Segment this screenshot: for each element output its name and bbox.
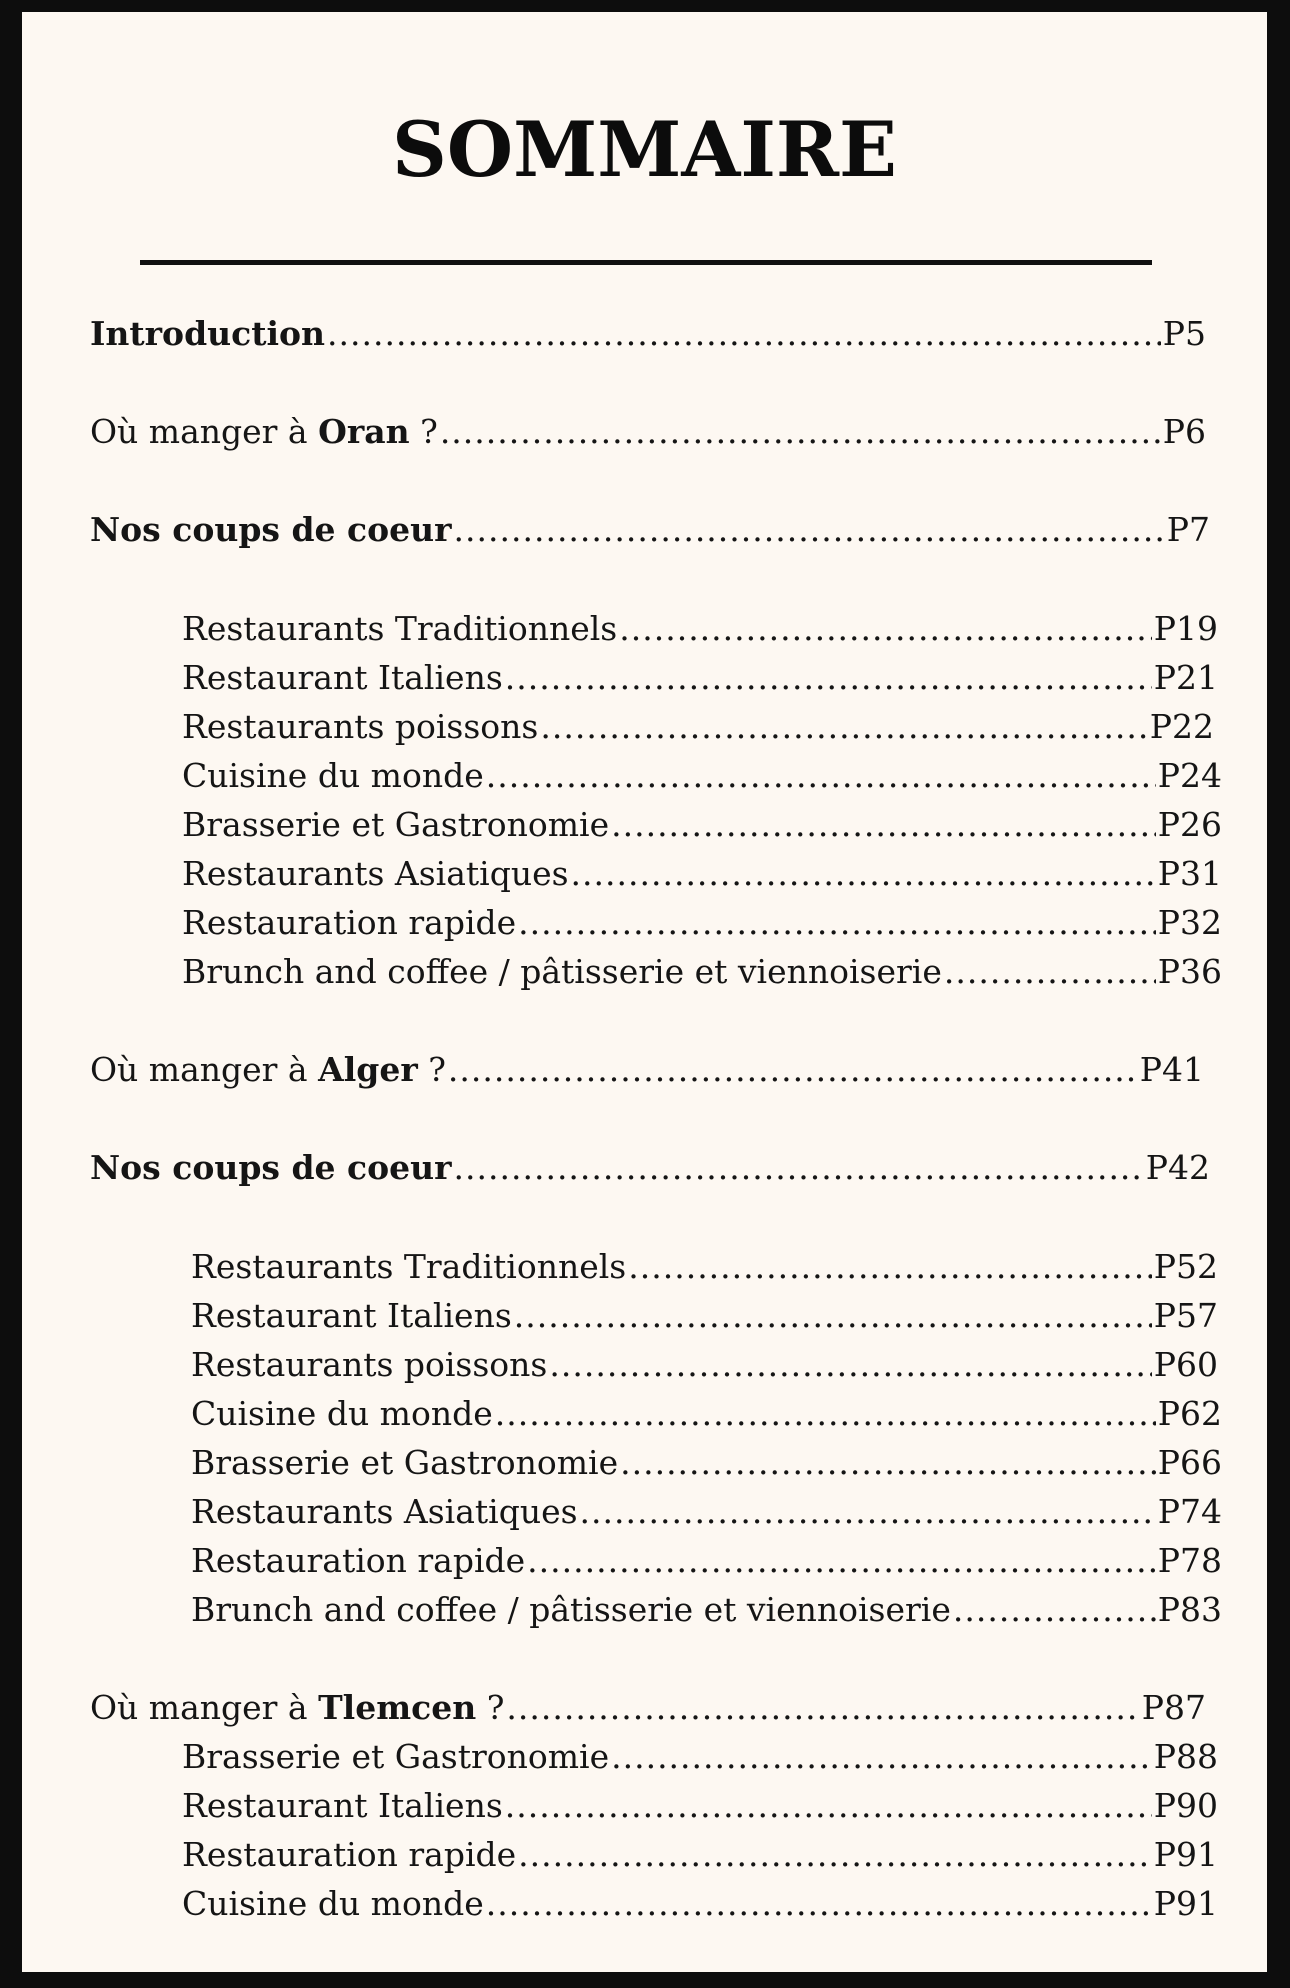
toc-subentry[interactable]: Cuisine du monde ..... P62: [191, 1392, 1222, 1436]
page-number: P5: [1162, 314, 1206, 353]
leader-dots: [454, 1146, 1144, 1190]
page-title: SOMMAIRE: [392, 105, 897, 194]
toc-subentry[interactable]: Restauration rapide ..... P32: [182, 901, 1222, 945]
leader-dots: [944, 950, 1156, 994]
page-number: P91: [1153, 1835, 1218, 1874]
leader-dots: [505, 1784, 1152, 1828]
toc-subentry[interactable]: Brasserie et Gastronomie ..... P26: [182, 803, 1222, 847]
page-number: P74: [1157, 1492, 1222, 1531]
toc-entry-introduction[interactable]: Introduction ..... P5: [90, 312, 1206, 356]
toc-subentry[interactable]: Restaurants poissons ..... P60: [191, 1343, 1218, 1387]
toc-subentry[interactable]: Restaurants Traditionnels ..... P19: [182, 607, 1218, 651]
toc-subentry[interactable]: Restaurant Italiens ..... P57: [191, 1294, 1218, 1338]
toc-subentry[interactable]: Brasserie et Gastronomie ..... P66: [191, 1441, 1222, 1485]
toc-subentry[interactable]: Restaurants Asiatiques ..... P31: [182, 852, 1222, 896]
document-page: [22, 12, 1267, 1972]
leader-dots: [620, 1441, 1156, 1485]
page-number: P24: [1157, 756, 1222, 795]
leader-dots: [495, 1392, 1156, 1436]
leader-dots: [571, 852, 1156, 896]
page-number: P88: [1153, 1737, 1218, 1776]
toc-subentry[interactable]: Restaurants Traditionnels ..... P52: [191, 1245, 1218, 1289]
leader-dots: [518, 1833, 1152, 1877]
leader-dots: [580, 1490, 1156, 1534]
leader-dots: [628, 1245, 1152, 1289]
page-number: P36: [1157, 952, 1222, 991]
leader-dots: [953, 1588, 1156, 1632]
toc-entry-coups-de-coeur-oran[interactable]: Nos coups de coeur ..... P7: [90, 508, 1210, 552]
toc-subentry[interactable]: Cuisine du monde ..... P91: [182, 1882, 1218, 1926]
leader-dots: [505, 656, 1152, 700]
toc-subentry[interactable]: Restaurant Italiens ..... P90: [182, 1784, 1218, 1828]
leader-dots: [327, 312, 1161, 356]
table-of-contents: [22, 12, 1267, 1972]
page-number: P21: [1153, 658, 1218, 697]
toc-subentry[interactable]: Restaurant Italiens ..... P21: [182, 656, 1218, 700]
leader-dots: [440, 410, 1161, 454]
leader-dots: [611, 803, 1156, 847]
leader-dots: [506, 1686, 1139, 1730]
toc-entry-coups-de-coeur-alger[interactable]: Nos coups de coeur ..... P42: [90, 1146, 1210, 1190]
page-number: P6: [1162, 412, 1206, 451]
page-number: P32: [1157, 903, 1222, 942]
page-number: P87: [1141, 1688, 1206, 1727]
page-number: P66: [1157, 1443, 1222, 1482]
page-number: P60: [1153, 1345, 1218, 1384]
toc-entry-alger[interactable]: Où manger à Alger ? ..... P41: [90, 1048, 1204, 1092]
leader-dots: [486, 1882, 1152, 1926]
leader-dots: [454, 508, 1165, 552]
toc-subentry[interactable]: Brasserie et Gastronomie ..... P88: [182, 1735, 1218, 1779]
page-number: P31: [1157, 854, 1222, 893]
leader-dots: [514, 1294, 1152, 1338]
page-number: P91: [1153, 1884, 1218, 1923]
leader-dots: [611, 1735, 1152, 1779]
toc-subentry[interactable]: Restauration rapide ..... P91: [182, 1833, 1218, 1877]
leader-dots: [619, 607, 1152, 651]
page-number: P7: [1166, 510, 1210, 549]
page-number: P83: [1157, 1590, 1222, 1629]
leader-dots: [448, 1048, 1138, 1092]
page-number: P78: [1157, 1541, 1222, 1580]
toc-subentry[interactable]: Restaurants Asiatiques ..... P74: [191, 1490, 1222, 1534]
page-number: P42: [1145, 1148, 1210, 1187]
toc-subentry[interactable]: Brunch and coffee / pâtisserie et viennoiserie ..... P36: [182, 950, 1222, 994]
leader-dots: [549, 1343, 1151, 1387]
page-number: P62: [1157, 1394, 1222, 1433]
page-number: P41: [1139, 1050, 1204, 1089]
page-number: P90: [1153, 1786, 1218, 1825]
page-number: P22: [1149, 707, 1214, 746]
page-number: P57: [1153, 1296, 1218, 1335]
toc-subentry[interactable]: Brunch and coffee / pâtisserie et viennoiserie ..... P83: [191, 1588, 1222, 1632]
page-number: P52: [1153, 1247, 1218, 1286]
toc-subentry[interactable]: Restauration rapide ..... P78: [191, 1539, 1222, 1583]
leader-dots: [527, 1539, 1156, 1583]
toc-entry-tlemcen[interactable]: Où manger à Tlemcen ? ..... P87: [90, 1686, 1206, 1730]
page-number: P26: [1157, 805, 1222, 844]
toc-subentry[interactable]: Restaurants poissons ..... P22: [182, 705, 1214, 749]
leader-dots: [518, 901, 1156, 945]
toc-entry-oran[interactable]: Où manger à Oran ? ..... P6: [90, 410, 1206, 454]
leader-dots: [540, 705, 1147, 749]
toc-subentry[interactable]: Cuisine du monde ..... P24: [182, 754, 1222, 798]
page-number: P19: [1153, 609, 1218, 648]
leader-dots: [486, 754, 1156, 798]
